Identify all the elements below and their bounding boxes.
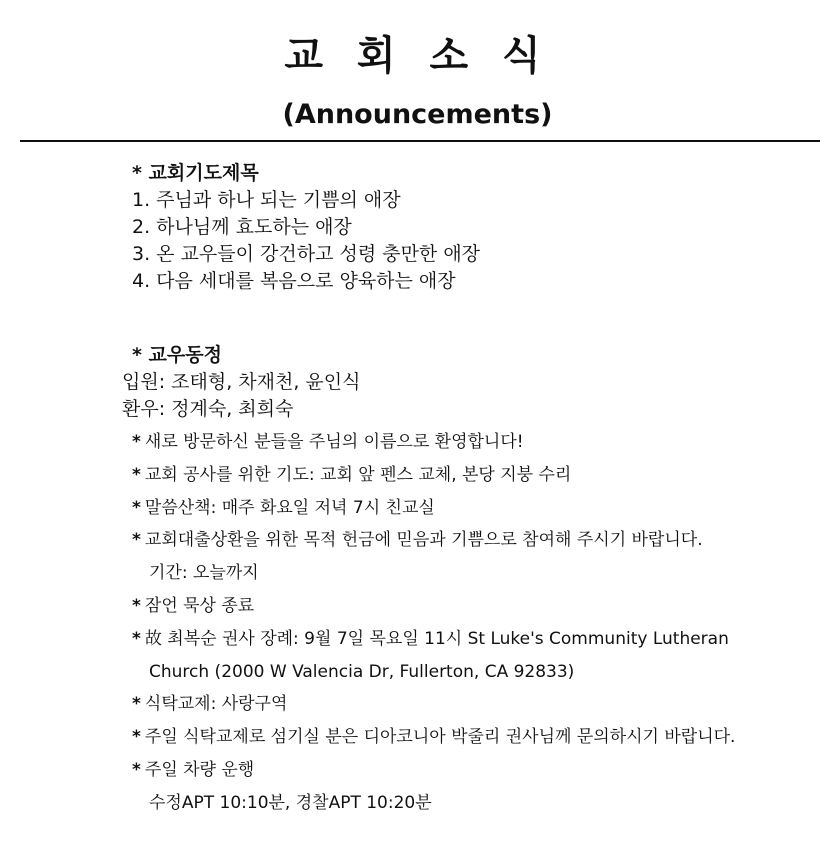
bullet: * xyxy=(132,628,141,649)
notices-section xyxy=(132,426,827,820)
bullet: * xyxy=(132,530,141,551)
notice-funeral-address: Church (2000 W Valencia Dr, Fullerton, CA 92833) xyxy=(149,661,575,682)
notice-construction xyxy=(132,459,827,492)
notice-loan-period: 기간: 오늘까지 xyxy=(149,563,259,584)
notice-fellowship-contact-text: 주일 식탁교제로 섬기실 분은 디아코니아 박줄리 권사님께 문의하시기 바랍니다. xyxy=(144,727,736,748)
notice-shuttle xyxy=(132,754,827,787)
prayer-section xyxy=(132,160,825,295)
notice-construction-text: 교회 공사를 위한 기도: 교회 앞 펜스 교체, 본당 지붕 수리 xyxy=(144,464,572,485)
notice-fellowship-text: 식탁교제: 사랑구역 xyxy=(144,694,288,715)
prayer-item-2: 2. 하나님께 효도하는 애장 xyxy=(132,216,352,238)
bullet: * xyxy=(132,432,141,452)
notice-silent-prayer xyxy=(132,590,827,623)
prayer-heading: * 교회기도제목 xyxy=(132,162,259,184)
notice-fellowship-contact xyxy=(132,721,827,754)
header-divider xyxy=(20,140,820,142)
notice-funeral-text: 故 최복순 권사 장례: 9월 7일 목요일 11시 St Luke's Community Lutheran xyxy=(144,628,729,649)
bullet: * xyxy=(132,497,141,518)
notice-fellowship xyxy=(132,688,827,721)
prayer-item-4: 4. 다음 세대를 복음으로 양육하는 애장 xyxy=(132,270,456,292)
prayer-item-1: 1. 주님과 하나 되는 기쁨의 애장 xyxy=(132,189,401,211)
page-subtitle: (Announcements) xyxy=(282,99,553,130)
bullet: * xyxy=(132,694,141,715)
members-recovered: 환우: 정계숙, 최희숙 xyxy=(122,398,294,420)
prayer-item-3: 3. 온 교우들이 강건하고 성령 충만한 애장 xyxy=(132,243,481,265)
notice-silent-prayer-text: 잠언 묵상 종료 xyxy=(144,595,255,616)
bullet: * xyxy=(132,464,141,485)
bullet: * xyxy=(132,759,141,780)
notice-welcome-text: 새로 방문하신 분들을 주님의 이름으로 환영합니다! xyxy=(144,432,524,452)
bullet: * xyxy=(132,727,141,748)
notice-funeral xyxy=(132,623,827,656)
notice-shuttle-times: 수정APT 10:10분, 경찰APT 10:20분 xyxy=(149,792,432,813)
notice-bible-walk xyxy=(132,492,827,525)
bullet: * xyxy=(132,595,141,616)
members-heading: * 교우동정 xyxy=(132,344,222,366)
notice-loan xyxy=(132,524,827,557)
notice-bible-walk-text: 말씀산책: 매주 화요일 저녁 7시 친교실 xyxy=(144,497,435,518)
notice-welcome xyxy=(132,426,827,459)
page-title: 교 회 소 식 xyxy=(284,33,551,79)
members-section xyxy=(122,342,825,423)
notice-shuttle-text: 주일 차량 운행 xyxy=(144,759,255,780)
members-admitted: 입원: 조태형, 차재천, 윤인식 xyxy=(122,371,361,393)
notice-loan-text: 교회대출상환을 위한 목적 헌금에 믿음과 기쁨으로 참여해 주시기 바랍니다. xyxy=(144,530,703,551)
